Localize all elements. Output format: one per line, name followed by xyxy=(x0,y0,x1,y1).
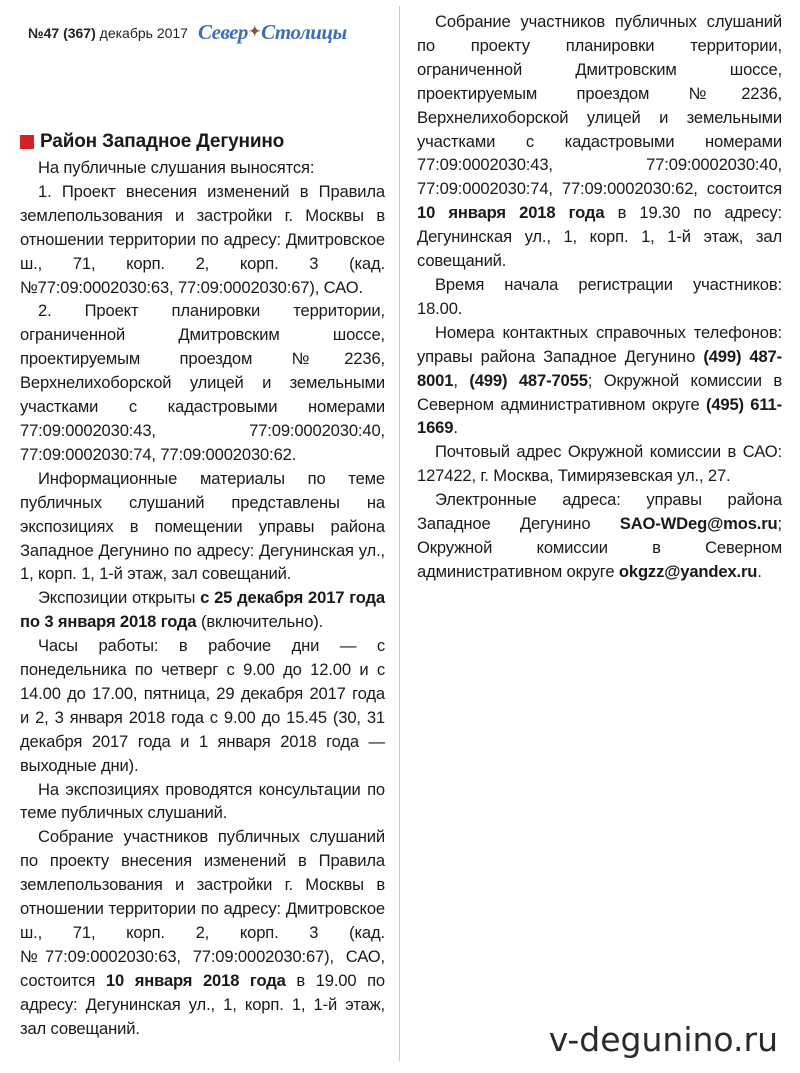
masthead xyxy=(28,20,347,45)
section-title: Район Западное Дегунино xyxy=(40,131,285,152)
item-1-paragraph: 1. Проект внесения изменений в Правила землепользования и застройки г. Москвы в отношении территории по адресу: Дмитровское ш., 71, корп. 2, корп. 3 (кад. №77:09:0002030:63, 77:09:0002030:67), САО. xyxy=(20,181,385,297)
phone-1: (499) 487-8001 xyxy=(417,346,782,390)
logo-left: Север xyxy=(197,20,248,44)
expo-paragraph xyxy=(20,586,385,634)
issue-number: №47 (367) xyxy=(28,24,96,41)
phones-mid-text: ; Окружной комиссии в Северном административном округе xyxy=(417,370,783,414)
right-column xyxy=(417,10,782,584)
issue-info xyxy=(28,25,188,41)
red-square-icon xyxy=(20,135,34,149)
meeting-1-text: Собрание участников публичных слушаний по проекту внесения изменений в Правила землепользования и застройки г. Москвы в отношении территории по адресу: Дмитровское ш., 71, корп. 2, корп. 3 (кад. №77:09:0002030:63, 77:09:0002030:67), САО, состоится xyxy=(20,827,385,990)
phone-3: (495) 611-1669 xyxy=(417,394,782,438)
phone-2: (499) 487-7055 xyxy=(469,370,588,390)
phones-separator: , xyxy=(453,370,470,390)
email-1: SAO-WDeg@mos.ru xyxy=(619,514,778,534)
meeting-1-paragraph xyxy=(20,825,385,1040)
item-2-paragraph: 2. Проект планировки территории, ограниченной Дмитровским шоссе, проектируемым проездом №2236, Верхнелихоборской улицей и земельными участками с кадастровыми номерами 77:09:0002030:43, 77:09:0002030:40, 77:09:0002030:74, 77:09:0002030:62. xyxy=(20,301,385,464)
section-heading xyxy=(20,128,385,156)
email-end: . xyxy=(757,561,762,581)
newspaper-logo xyxy=(198,20,347,45)
left-column xyxy=(20,128,385,1041)
expo-text: Экспозиции открыты xyxy=(38,588,201,608)
issue-date: декабрь 2017 xyxy=(99,24,188,41)
info-paragraph: Информационные материалы по теме публичных слушаний представлены на экспозициях в помещении управы района Западное Дегунино по адресу: Дегунинская ул., 1, корп. 1, 1-й этаж, зал совещаний. xyxy=(20,468,385,584)
column-divider xyxy=(399,6,400,1061)
phones-paragraph xyxy=(417,321,782,441)
email-2: okgzz@yandex.ru xyxy=(618,561,758,581)
expo-suffix: (включительно). xyxy=(196,612,324,632)
meeting-2-date: 10 января 2018 года xyxy=(417,203,605,223)
registration-paragraph: Время начала регистрации участников: 18.00. xyxy=(417,274,782,318)
postal-paragraph: Почтовый адрес Окружной комиссии в САО: 127422, г. Москва, Тимирязевская ул., 27. xyxy=(417,442,782,486)
consult-paragraph: На экспозициях проводятся консультации по теме публичных слушаний. xyxy=(20,779,385,823)
site-watermark: v-degunino.ru xyxy=(548,1020,778,1059)
email-paragraph xyxy=(417,488,782,584)
phones-end: . xyxy=(453,418,458,438)
intro-paragraph: На публичные слушания выносятся: xyxy=(38,158,315,177)
logo-right: Столицы xyxy=(261,20,347,44)
hours-paragraph: Часы работы: в рабочие дни — с понедельника по четверг с 9.00 до 12.00 и с 14.00 до 17.00, пятница, 29 декабря 2017 года и 2, 3 января 2018 года с 9.00 до 15.45 (30, 31 декабря 2017 года и 1 января 2018 года — выходные дни). xyxy=(20,636,385,775)
phones-text: Номера контактных справочных телефонов: управы района Западное Дегунино xyxy=(417,322,782,366)
meeting-1-suffix: в 19.00 по адресу: Дегунинская ул., 1, корп. 1, 1-й этаж, зал совещаний. xyxy=(20,970,385,1038)
meeting-2-paragraph xyxy=(417,10,782,273)
meeting-2-text: Собрание участников публичных слушаний по проекту планировки территории, ограниченной Дмитровским шоссе, проектируемым проездом №2236, Верхнелихоборской улицей и земельными участками с кадастровыми номерами 77:09:0002030:43, 77:09:0002030:40, 77:09:0002030:74, 77:09:0002030:62, состоится xyxy=(417,12,782,199)
compass-star-icon: ✦ xyxy=(248,25,261,40)
email-text: Электронные адреса: управы района Западное Дегунино xyxy=(417,490,782,534)
email-mid-text: ; Окружной комиссии в Северном административном округе xyxy=(417,514,782,581)
meeting-1-date: 10 января 2018 года xyxy=(105,970,286,990)
expo-dates: с 25 декабря 2017 года по 3 января 2018 года xyxy=(20,588,385,632)
meeting-2-suffix: в 19.30 по адресу: Дегунинская ул., 1, корп. 1, 1-й этаж, зал совещаний. xyxy=(417,203,782,271)
